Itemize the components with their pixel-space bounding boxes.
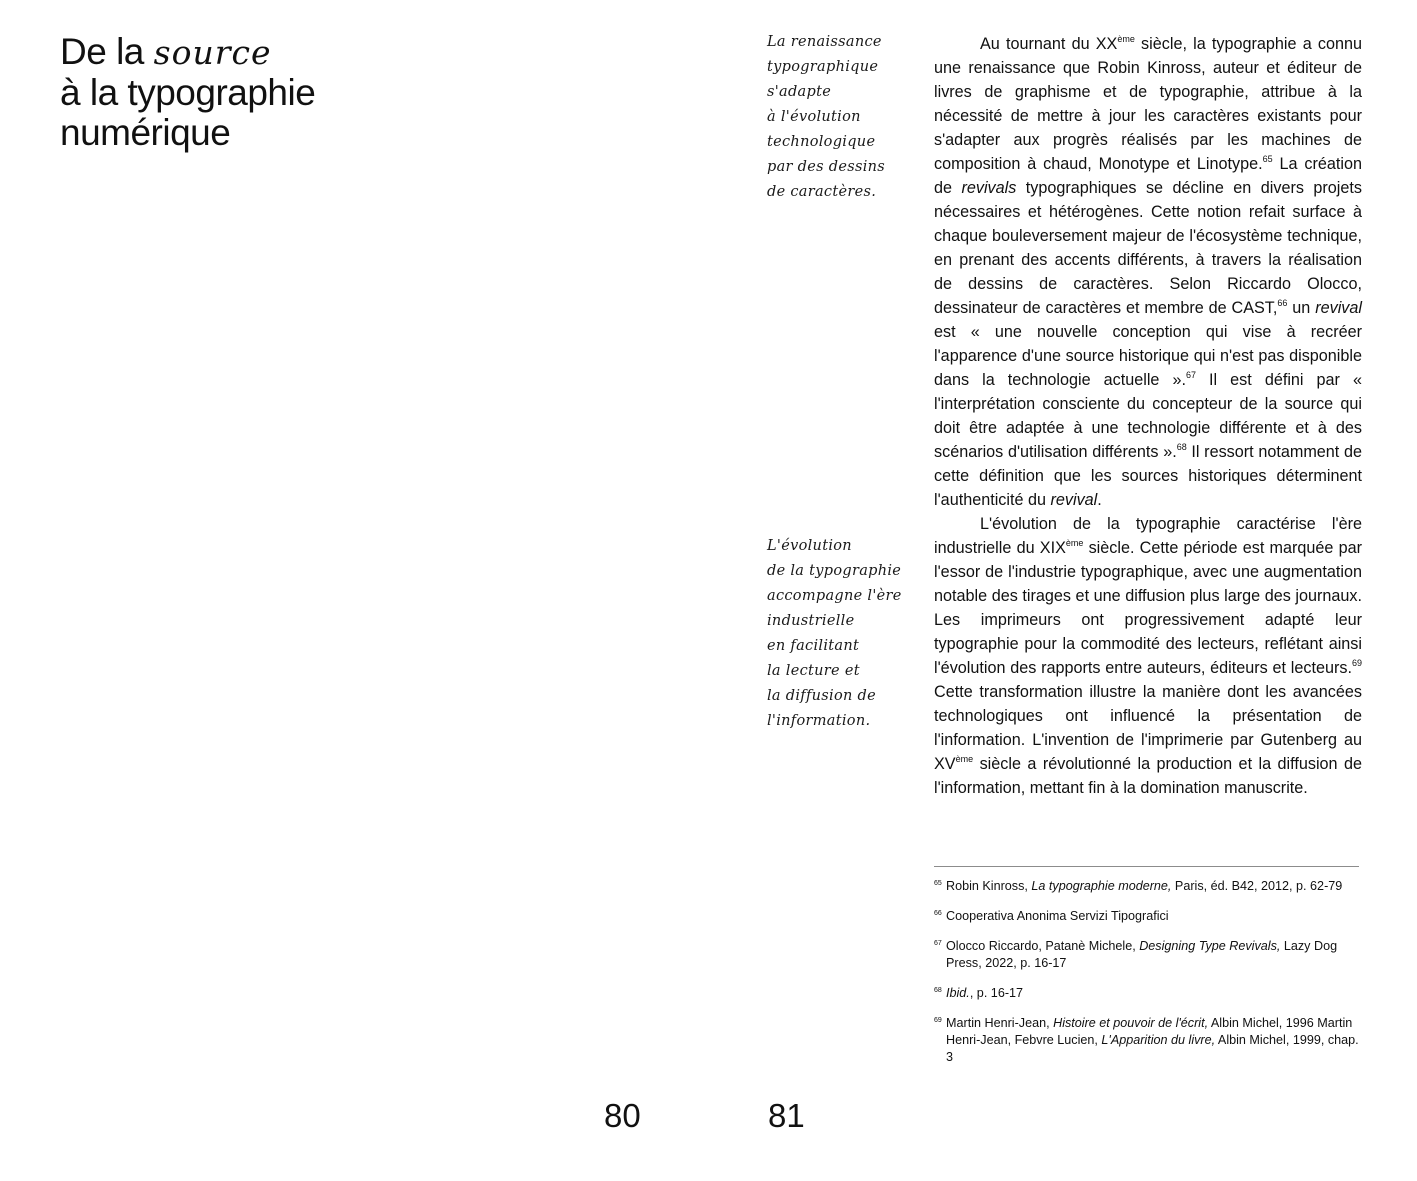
footnotes: [934, 878, 1362, 1079]
margin-note-line: de caractères.: [767, 184, 877, 200]
footnote: [934, 908, 1362, 925]
text-run: Albin Michel, 1996 Martin Henri-Jean, Febvre Lucien,: [946, 1016, 1353, 1047]
margin-note-line: typographique: [767, 59, 879, 75]
footnote: [934, 985, 1362, 1002]
margin-note-line: technologique: [767, 134, 876, 150]
footnote-number: 66: [934, 910, 942, 917]
footnote-ref: 67: [1185, 370, 1196, 380]
text-run: siècle. Cette période est marquée par l'essor de l'industrie typographique, avec une augmentation notable des tirages et une diffusion plus large des journaux. Les imprimeurs ont progressivement adapté leur typographie pour la commodité des lecteurs, reflétant ainsi l'évolution des rapports entre auteurs, éditeurs et lecteurs.: [934, 539, 1362, 677]
italic-text: L'Apparition du livre,: [1101, 1033, 1216, 1047]
margin-note-line: la diffusion de: [767, 688, 877, 704]
footnote: [934, 878, 1362, 895]
page-number-left: 80: [604, 1097, 641, 1134]
page-title: [60, 32, 620, 153]
margin-note-line: par des dessins: [767, 159, 886, 175]
margin-note-line: s'adapte: [767, 84, 832, 100]
margin-note-line: à l'évolution: [767, 109, 861, 125]
footnote: [934, 938, 1362, 972]
text-run: Cette transformation illustre la manière dont les avancées technologiques ont influencé la présentation de l'information. L'invention de l'imprimerie par Gutenberg au XV: [934, 683, 1362, 773]
text-run: Robin Kinross,: [946, 879, 1032, 893]
margin-note-line: de la typographie: [767, 563, 902, 579]
page-number-right: 81: [768, 1097, 805, 1134]
paragraph: [934, 512, 1362, 800]
main-text: [934, 32, 1362, 800]
margin-note-line: L'évolution: [767, 538, 852, 554]
footnote-number: 69: [934, 1017, 942, 1024]
text-run: Au tournant du XX: [980, 35, 1118, 53]
text-run: est « une nouvelle conception qui vise à recréer l'apparence d'une source historique qui n'est pas disponible dans la technologie actuelle ».: [934, 323, 1362, 389]
text-run: Albin Michel, 1999, chap. 3: [946, 1033, 1359, 1064]
text-run: Martin Henri-Jean,: [946, 1016, 1054, 1030]
title-line-1: [60, 32, 620, 73]
footnote-ref: ème: [1065, 538, 1084, 548]
margin-note-line: la lecture et: [767, 663, 860, 679]
footnote-number: 65: [934, 880, 942, 887]
footnote-number: 67: [934, 940, 942, 947]
text-run: L'évolution de la typographie caractérise l'ère industrielle du XIX: [934, 515, 1362, 557]
italic-text: Designing Type Revivals,: [1139, 939, 1281, 953]
title-line-2: à la typographie: [60, 72, 316, 113]
italic-text: Ibid.: [946, 986, 970, 1000]
margin-note-renaissance: [767, 30, 917, 205]
text-run: Cooperativa Anonima Servizi Tipografici: [946, 909, 1169, 923]
margin-note-line: accompagne l'ère: [767, 588, 902, 604]
text-run: .: [1097, 491, 1102, 509]
margin-note-line: industrielle: [767, 613, 855, 629]
text-run: siècle a révolutionné la production et la diffusion de l'information, mettant fin à la domination manuscrite.: [934, 755, 1362, 797]
italic-text: revival: [1050, 491, 1098, 509]
italic-text: Histoire et pouvoir de l'écrit,: [1053, 1016, 1209, 1030]
text-run: un: [1287, 299, 1316, 317]
footnote-ref: 66: [1277, 298, 1288, 308]
title-prefix: De la: [60, 31, 144, 72]
footnote-ref: 68: [1176, 442, 1187, 452]
footnote-ref: ème: [1117, 34, 1135, 44]
footnote-number: 68: [934, 987, 942, 994]
text-run: typographiques se décline en divers projets nécessaires et hétérogènes. Cette notion refait surface à chaque bouleversement majeur de l'écosystème technique, en prenant des accents différents, à travers la réalisation de dessins de caractères. Selon Riccardo Olocco, dessinateur de caractères et membre de CAST,: [934, 179, 1362, 317]
text-run: Il est défini par « l'interprétation consciente du concepteur de la source qui doit être adaptée à une technologie différente et à des scénarios d'utilisation différents ».: [934, 371, 1362, 461]
margin-note-line: La renaissance: [767, 34, 882, 50]
italic-text: revival: [1315, 299, 1362, 317]
text-run: La création de: [934, 155, 1362, 197]
text-run: , p. 16-17: [969, 986, 1024, 1000]
footnote-divider: [934, 866, 1359, 867]
footnote-ref: 65: [1262, 154, 1273, 164]
text-run: Lazy Dog Press, 2022, p. 16-17: [946, 939, 1338, 970]
margin-note-line: en facilitant: [767, 638, 860, 654]
text-run: Olocco Riccardo, Patanè Michele,: [946, 939, 1140, 953]
paragraph: [934, 32, 1362, 512]
footnote: [934, 1015, 1362, 1066]
margin-note-line: l'information.: [767, 713, 871, 729]
italic-text: La typographie moderne,: [1031, 879, 1172, 893]
margin-note-industrial: [767, 534, 917, 734]
text-run: Paris, éd. B42, 2012, p. 62-79: [1171, 879, 1343, 893]
text-run: Il ressort notamment de cette définition que les sources historiques déterminent l'authenticité du: [934, 443, 1362, 509]
title-handwritten-word: source: [153, 33, 272, 72]
footnote-ref: 69: [1351, 658, 1362, 668]
title-line-3: numérique: [60, 112, 231, 153]
italic-text: revivals: [961, 179, 1017, 197]
text-run: siècle, la typographie a connu une renaissance que Robin Kinross, auteur et éditeur de livres de graphisme et de typographie, attribue à la nécessité de mettre à jour les caractères existants pour s'adapter aux progrès réalisés par les machines de composition à chaud, Monotype et Linotype.: [934, 35, 1362, 173]
footnote-ref: ème: [955, 754, 974, 764]
